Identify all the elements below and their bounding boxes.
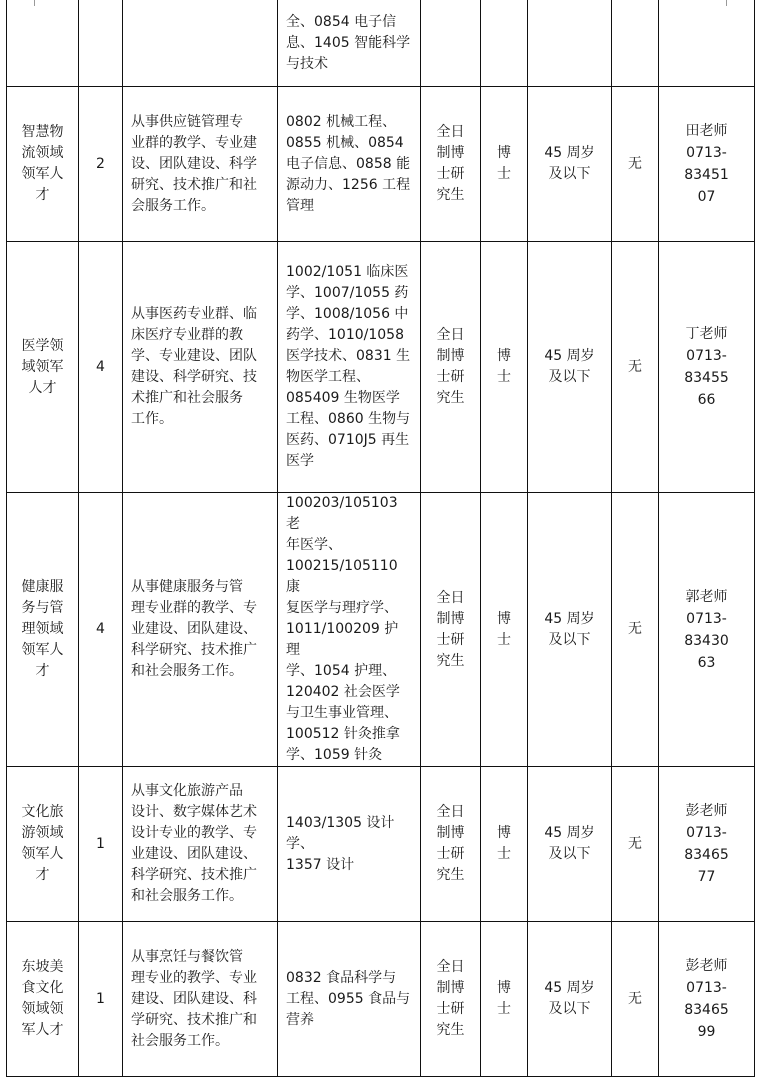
- other-requirement-cell: 无: [612, 767, 659, 922]
- duties-cell: 从事供应链管理专 业群的教学、专业建 设、团队建设、科学 研究、技术推广和社 会服务工作。: [123, 87, 278, 242]
- position-cell: 文化旅 游领域 领军人 才: [7, 767, 79, 922]
- table-row: [7, 922, 755, 1077]
- other-requirement-cell: 无: [612, 242, 659, 493]
- duties-cell: 从事文化旅游产品 设计、数字媒体艺术 设计专业的教学、专 业建设、团队建设、 科学研究、技术推广 和社会服务工作。: [123, 767, 278, 922]
- contact-cell: 田老师 0713-83451 07: [659, 87, 755, 242]
- degree-cell: [481, 0, 528, 87]
- recruitment-table: [6, 0, 755, 1077]
- majors-cell: 0832 食品科学与 工程、0955 食品与 营养: [278, 922, 421, 1077]
- education-cell: 全日 制博 士研 究生: [421, 493, 481, 767]
- document-page: [4, 0, 756, 1060]
- table-row: [7, 767, 755, 922]
- count-cell: 4: [79, 493, 123, 767]
- duties-cell: [123, 0, 278, 87]
- page-corner-mark-right: [726, 0, 727, 6]
- other-requirement-cell: 无: [612, 493, 659, 767]
- position-cell: 智慧物 流领域 领军人 才: [7, 87, 79, 242]
- duties-cell: 从事健康服务与管 理专业群的教学、专 业建设、团队建设、 科学研究、技术推广 和社会服务工作。: [123, 493, 278, 767]
- other-requirement-cell: 无: [612, 87, 659, 242]
- age-cell: [528, 0, 612, 87]
- education-cell: 全日 制博 士研 究生: [421, 242, 481, 493]
- contact-cell: [659, 0, 755, 87]
- count-cell: 1: [79, 922, 123, 1077]
- other-requirement-cell: 无: [612, 922, 659, 1077]
- age-cell: 45 周岁 及以下: [528, 493, 612, 767]
- contact-cell: 彭老师 0713-83465 77: [659, 767, 755, 922]
- majors-cell: 100203/105103 老 年医学、 100215/105110 康 复医学与理疗学、 1011/100209 护理 学、1054 护理、 120402 社会医学 与卫生事业管理、 100512 针灸推拿 学、1059 针灸: [278, 493, 421, 767]
- position-cell: [7, 0, 79, 87]
- education-cell: 全日 制博 士研 究生: [421, 922, 481, 1077]
- position-cell: 医学领 域领军 人才: [7, 242, 79, 493]
- degree-cell: 博 士: [481, 87, 528, 242]
- page-corner-mark-left: [34, 0, 35, 6]
- education-cell: [421, 0, 481, 87]
- degree-cell: 博 士: [481, 922, 528, 1077]
- education-cell: 全日 制博 士研 究生: [421, 87, 481, 242]
- table-body: [7, 0, 755, 1077]
- degree-cell: 博 士: [481, 493, 528, 767]
- count-cell: 4: [79, 242, 123, 493]
- age-cell: 45 周岁 及以下: [528, 767, 612, 922]
- age-cell: 45 周岁 及以下: [528, 242, 612, 493]
- count-cell: 2: [79, 87, 123, 242]
- degree-cell: 博 士: [481, 767, 528, 922]
- position-cell: 健康服 务与管 理领域 领军人 才: [7, 493, 79, 767]
- majors-cell: 全、0854 电子信 息、1405 智能科学 与技术: [278, 0, 421, 87]
- contact-cell: 郭老师 0713-83430 63: [659, 493, 755, 767]
- age-cell: 45 周岁 及以下: [528, 922, 612, 1077]
- table-row: [7, 0, 755, 87]
- education-cell: 全日 制博 士研 究生: [421, 767, 481, 922]
- table-row: [7, 493, 755, 767]
- age-cell: 45 周岁 及以下: [528, 87, 612, 242]
- duties-cell: 从事烹饪与餐饮管 理专业的教学、专业 建设、团队建设、科 学研究、技术推广和 社会服务工作。: [123, 922, 278, 1077]
- contact-cell: 丁老师 0713-83455 66: [659, 242, 755, 493]
- degree-cell: 博 士: [481, 242, 528, 493]
- table-row: [7, 242, 755, 493]
- majors-cell: 0802 机械工程、 0855 机械、0854 电子信息、0858 能 源动力、1256 工程 管理: [278, 87, 421, 242]
- majors-cell: 1403/1305 设计学、 1357 设计: [278, 767, 421, 922]
- count-cell: 1: [79, 767, 123, 922]
- table-row: [7, 87, 755, 242]
- duties-cell: 从事医药专业群、临 床医疗专业群的教 学、专业建设、团队 建设、科学研究、技 术推广和社会服务 工作。: [123, 242, 278, 493]
- position-cell: 东坡美 食文化 领域领 军人才: [7, 922, 79, 1077]
- majors-cell: 1002/1051 临床医 学、1007/1055 药 学、1008/1056 中 药学、1010/1058 医学技术、0831 生 物医学工程、 085409 生物医学 工程、0860 生物与 医药、0710J5 再生 医学: [278, 242, 421, 493]
- count-cell: [79, 0, 123, 87]
- other-requirement-cell: [612, 0, 659, 87]
- contact-cell: 彭老师 0713-83465 99: [659, 922, 755, 1077]
